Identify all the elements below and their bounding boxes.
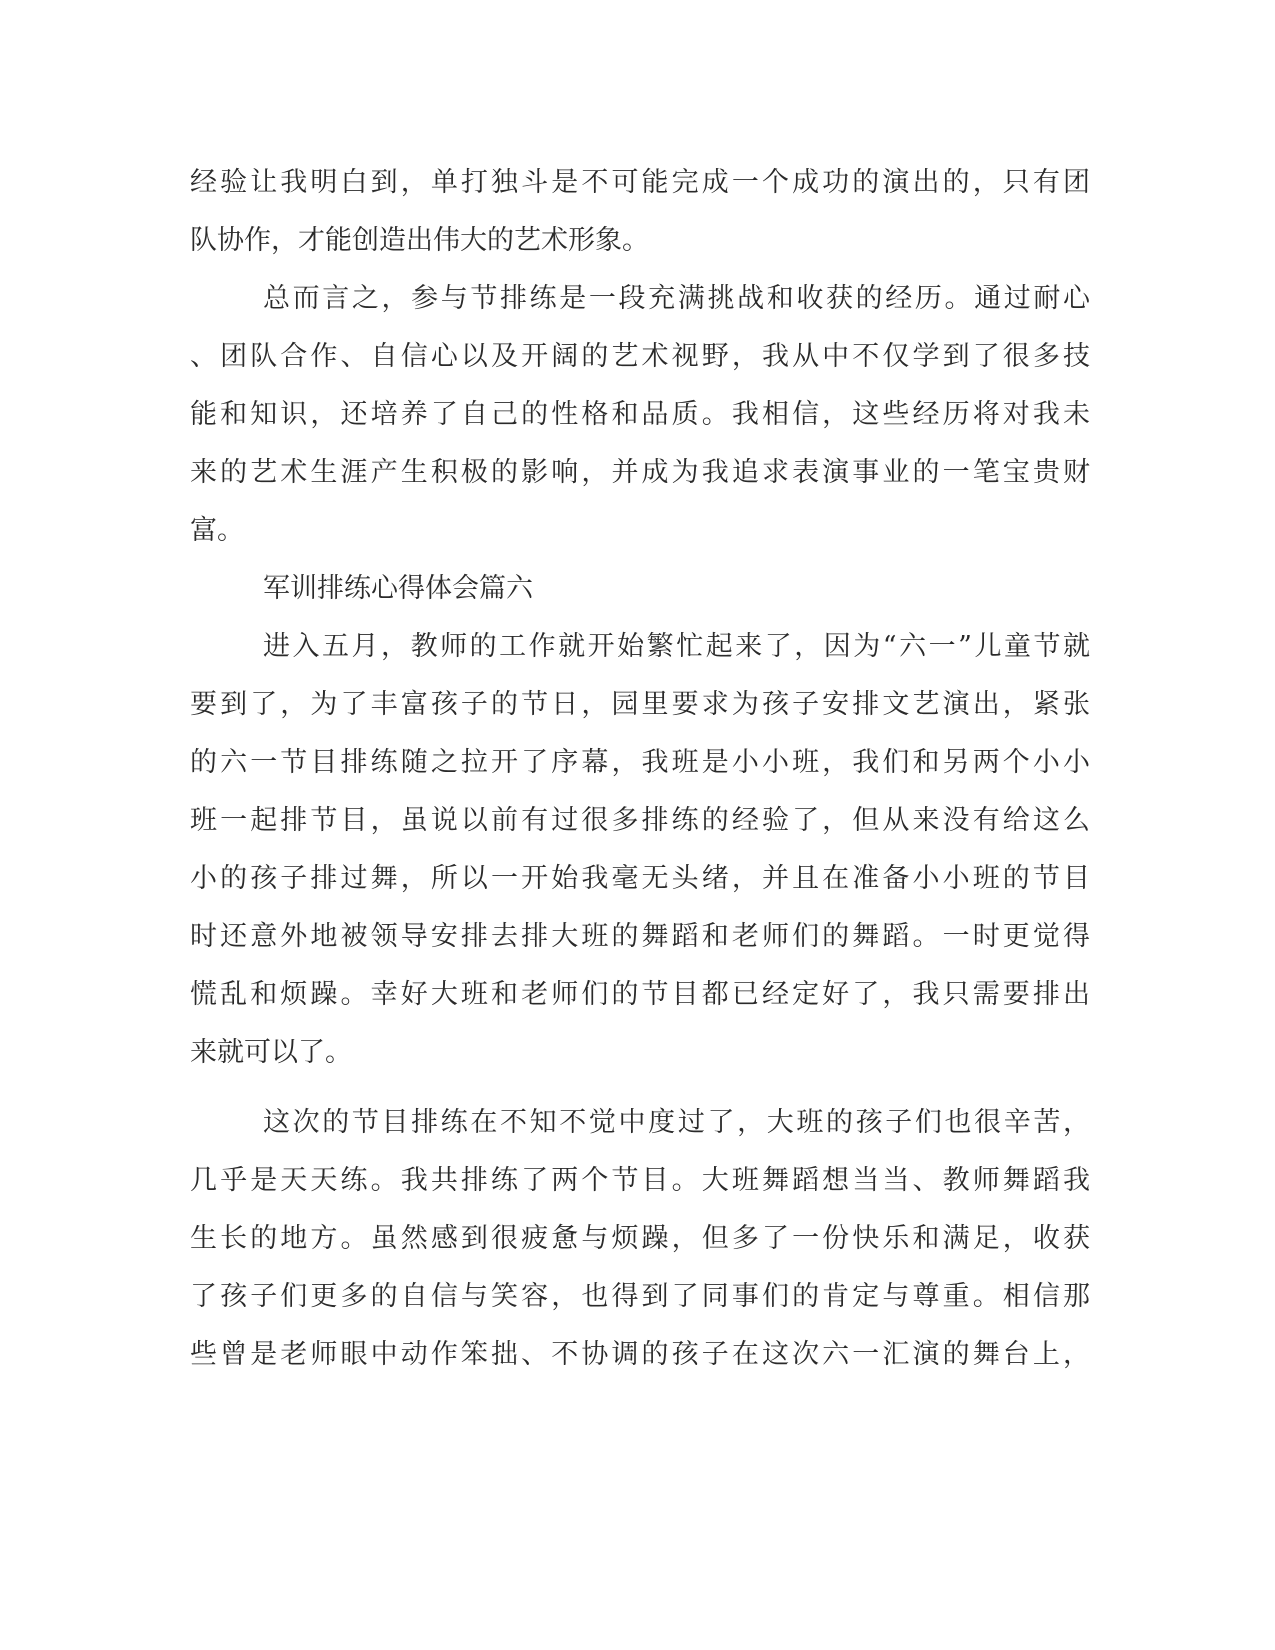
- paragraph-line: 来就可以了。: [190, 1037, 352, 1068]
- paragraph-line: 时还意外地被领导安排去排大班的舞蹈和老师们的舞蹈。一时更觉得: [190, 921, 1090, 952]
- paragraph-line: 富。: [190, 515, 244, 546]
- paragraph-line: 小的孩子排过舞，所以一开始我毫无头绪，并且在准备小小班的节目: [190, 863, 1090, 894]
- paragraph-line: 几乎是天天练。我共排练了两个节目。大班舞蹈想当当、教师舞蹈我: [190, 1165, 1090, 1196]
- paragraph-line: 来的艺术生涯产生积极的影响，并成为我追求表演事业的一笔宝贵财: [190, 457, 1090, 488]
- paragraph-line: 了孩子们更多的自信与笑容，也得到了同事们的肯定与尊重。相信那: [190, 1281, 1090, 1312]
- paragraph-line: 经验让我明白到，单打独斗是不可能完成一个成功的演出的，只有团: [190, 167, 1090, 198]
- paragraph-line: 进入五月，教师的工作就开始繁忙起来了，因为“六一”儿童节就: [263, 631, 1090, 662]
- paragraph-line: 的六一节目排练随之拉开了序幕，我班是小小班，我们和另两个小小: [190, 747, 1090, 778]
- paragraph-line: 队协作，才能创造出伟大的艺术形象。: [190, 225, 649, 256]
- paragraph-line: 生长的地方。虽然感到很疲惫与烦躁，但多了一份快乐和满足，收获: [190, 1223, 1090, 1254]
- paragraph-line: 这次的节目排练在不知不觉中度过了，大班的孩子们也很辛苦，: [263, 1107, 1090, 1138]
- paragraph-line: 总而言之，参与节排练是一段充满挑战和收获的经历。通过耐心: [263, 283, 1090, 314]
- paragraph-line: 班一起排节目，虽说以前有过很多排练的经验了，但从来没有给这么: [190, 805, 1090, 836]
- paragraph-line: 些曾是老师眼中动作笨拙、不协调的孩子在这次六一汇演的舞台上，: [190, 1339, 1090, 1370]
- paragraph-line: 能和知识，还培养了自己的性格和品质。我相信，这些经历将对我未: [190, 399, 1090, 430]
- paragraph-line: 慌乱和烦躁。幸好大班和老师们的节目都已经定好了，我只需要排出: [190, 979, 1090, 1010]
- section-heading: 军训排练心得体会篇六: [263, 573, 533, 604]
- paragraph-line: 、团队合作、自信心以及开阔的艺术视野，我从中不仅学到了很多技: [190, 341, 1090, 372]
- paragraph-line: 要到了，为了丰富孩子的节日，园里要求为孩子安排文艺演出，紧张: [190, 689, 1090, 720]
